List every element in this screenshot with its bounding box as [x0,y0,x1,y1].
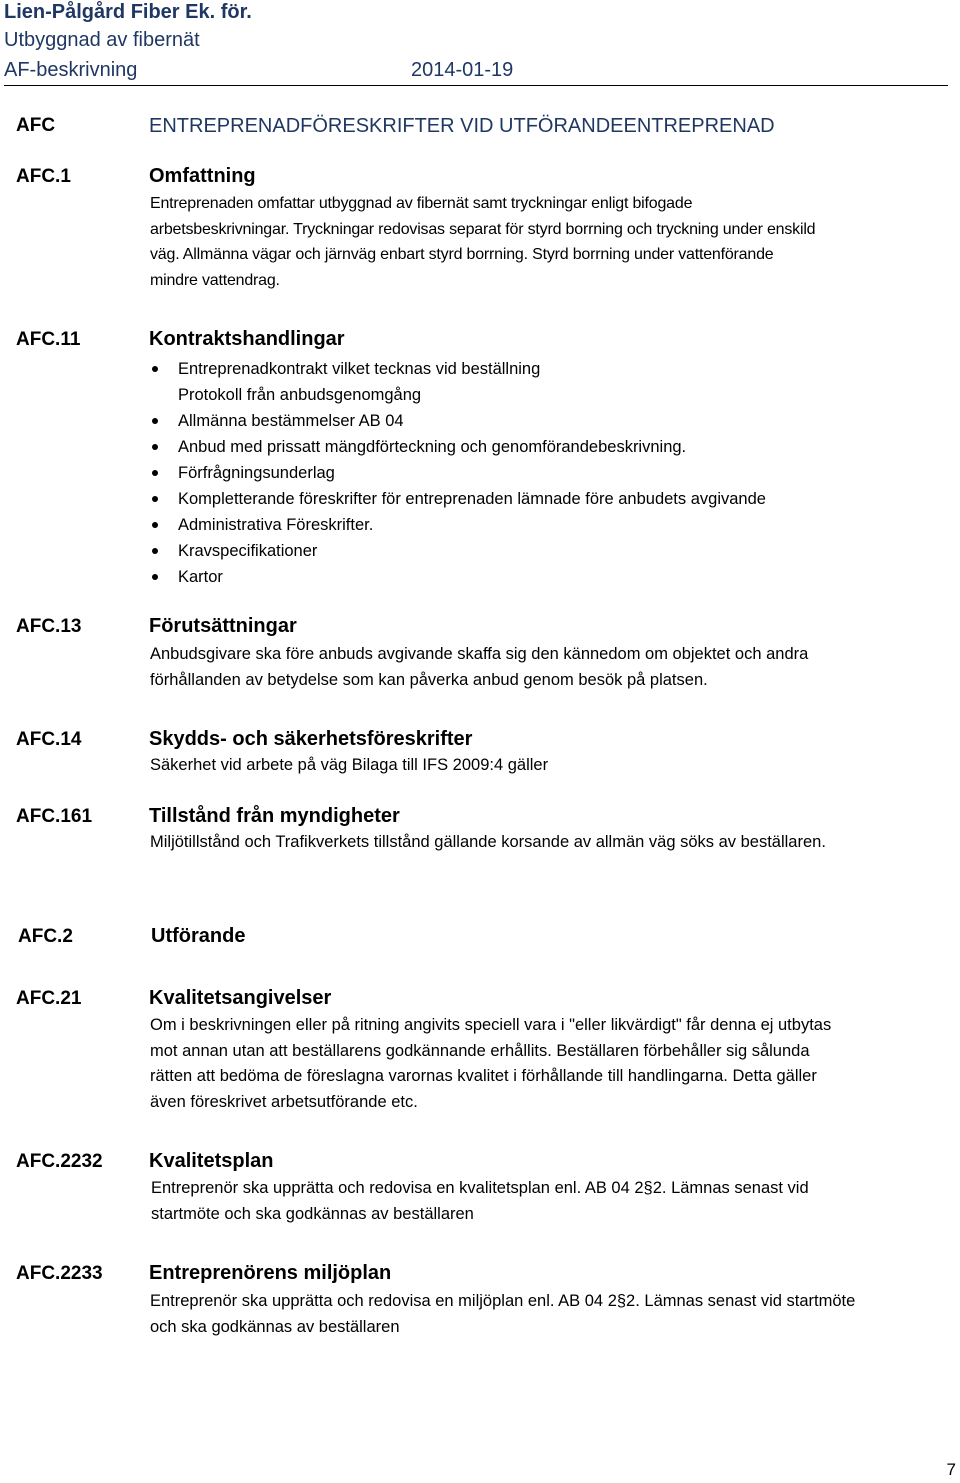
section-code-afc13: AFC.13 [16,616,82,637]
body-line: rätten att bedöma de föreslagna varornas kvalitet i förhållande till handlingarna. Detta gäller [150,1067,817,1085]
body-line: Miljötillstånd och Trafikverkets tillstånd gällande korsande av allmän väg söks av beställaren. [150,833,826,851]
section-title-afc14: Skydds- och säkerhetsföreskrifter [149,728,473,750]
list-item-text: Protokoll från anbudsgenomgång [178,386,422,404]
header-project: Utbyggnad av fibernät [4,29,200,51]
section-body-afc161 [150,830,960,856]
bullet-icon [152,444,158,450]
list-item [150,356,766,382]
list-item-text: Allmänna bestämmelser AB 04 [178,412,404,430]
body-line: arbetsbeskrivningar. Tryckningar redovisas separat för styrd borrning och tryckning under enskild [150,220,816,238]
section-code-afc2233: AFC.2233 [16,1263,103,1284]
list-item-text: Kompletterande föreskrifter för entreprenaden lämnade före anbudets avgivande [178,490,766,508]
body-line: mindre vattendrag. [150,271,280,289]
section-body-afc13 [150,642,960,693]
list-item [150,564,766,590]
list-item [150,408,766,434]
list-item [150,512,766,538]
body-line: Om i beskrivningen eller på ritning angivits speciell vara i "eller likvärdigt" får denna ej utbytas [150,1016,832,1034]
bullet-icon [152,522,158,528]
section-title-afc2232: Kvalitetsplan [149,1150,274,1172]
bullet-icon [152,548,158,554]
body-line: Entreprenaden omfattar utbyggnad av fibernät samt tryckningar enligt bifogade [150,195,693,212]
list-item [150,434,766,460]
list-item-text: Anbud med prissatt mängdförteckning och genomförandebeskrivning. [178,438,687,456]
bullet-icon [152,418,158,424]
list-item [150,460,766,486]
list-item-text: Kravspecifikationer [178,542,318,560]
section-code-afc1: AFC.1 [16,166,71,187]
list-item-text: Kartor [178,568,223,586]
body-line: Anbudsgivare ska före anbuds avgivande skaffa sig den kännedom om objektet och andra [150,645,809,663]
section-title-afc21: Kvalitetsangivelser [149,987,332,1009]
body-line: Entreprenör ska upprätta och redovisa en miljöplan enl. AB 04 2§2. Lämnas senast vid startmöte [150,1292,856,1310]
section-code-afc2232: AFC.2232 [16,1151,103,1172]
section-code-afc21: AFC.21 [16,988,82,1009]
header-divider [4,85,948,86]
section-body-afc2232 [151,1176,960,1227]
header-document-type: AF-beskrivning [4,59,138,81]
list-item-text: Administrativa Föreskrifter. [178,516,374,534]
section-title-afc1: Omfattning [149,165,256,187]
body-line: väg. Allmänna vägar och järnväg enbart styrd borrning. Styrd borrning under vattenförande [150,246,774,263]
body-line: Entreprenör ska upprätta och redovisa en kvalitetsplan enl. AB 04 2§2. Lämnas senast vid [151,1179,809,1197]
page-number: 7 [946,1460,956,1479]
section-title-afc161: Tillstånd från myndigheter [149,805,400,827]
bullet-icon [152,496,158,502]
list-item [150,538,766,564]
section-code-afc11: AFC.11 [16,329,81,350]
section-code-afc2: AFC.2 [18,926,73,947]
section-body-afc1 [150,191,960,293]
section-title-afc2233: Entreprenörens miljöplan [149,1262,392,1284]
body-line: och ska godkännas av beställaren [150,1317,400,1336]
list-item-text: Entreprenadkontrakt vilket tecknas vid beställning [178,360,541,378]
header-date: 2014-01-19 [411,59,514,81]
bullet-icon [152,366,158,372]
body-line: startmöte och ska godkännas av beställaren [151,1204,474,1223]
body-line: Säkerhet vid arbete på väg Bilaga till IFS 2009:4 gäller [150,756,549,774]
list-item [150,382,766,408]
bullet-icon [152,574,158,580]
section-code-afc: AFC [16,115,56,136]
section-code-afc161: AFC.161 [16,806,93,827]
body-line: mot annan utan att beställarens godkännande erhållits. Beställaren förbehåller sig sålunda [150,1041,810,1060]
contract-documents-list [150,356,766,590]
header-organization: Lien-Pålgård Fiber Ek. för. [4,1,252,23]
section-body-afc2233 [150,1289,960,1340]
section-body-afc21 [150,1013,960,1115]
section-body-afc14 [150,753,960,779]
bullet-icon [152,470,158,476]
body-line: förhållanden av betydelse som kan påverka anbud genom besök på platsen. [150,670,708,689]
list-item [150,486,766,512]
body-line: även föreskrivet arbetsutförande etc. [150,1092,418,1111]
section-code-afc14: AFC.14 [16,729,82,750]
list-item-text: Förfrågningsunderlag [178,464,335,482]
section-title-afc: ENTREPRENADFÖRESKRIFTER VID UTFÖRANDEENTREPRENAD [149,115,775,137]
section-title-afc11: Kontraktshandlingar [149,328,345,350]
section-title-afc2: Utförande [151,925,246,947]
section-title-afc13: Förutsättningar [149,615,297,637]
